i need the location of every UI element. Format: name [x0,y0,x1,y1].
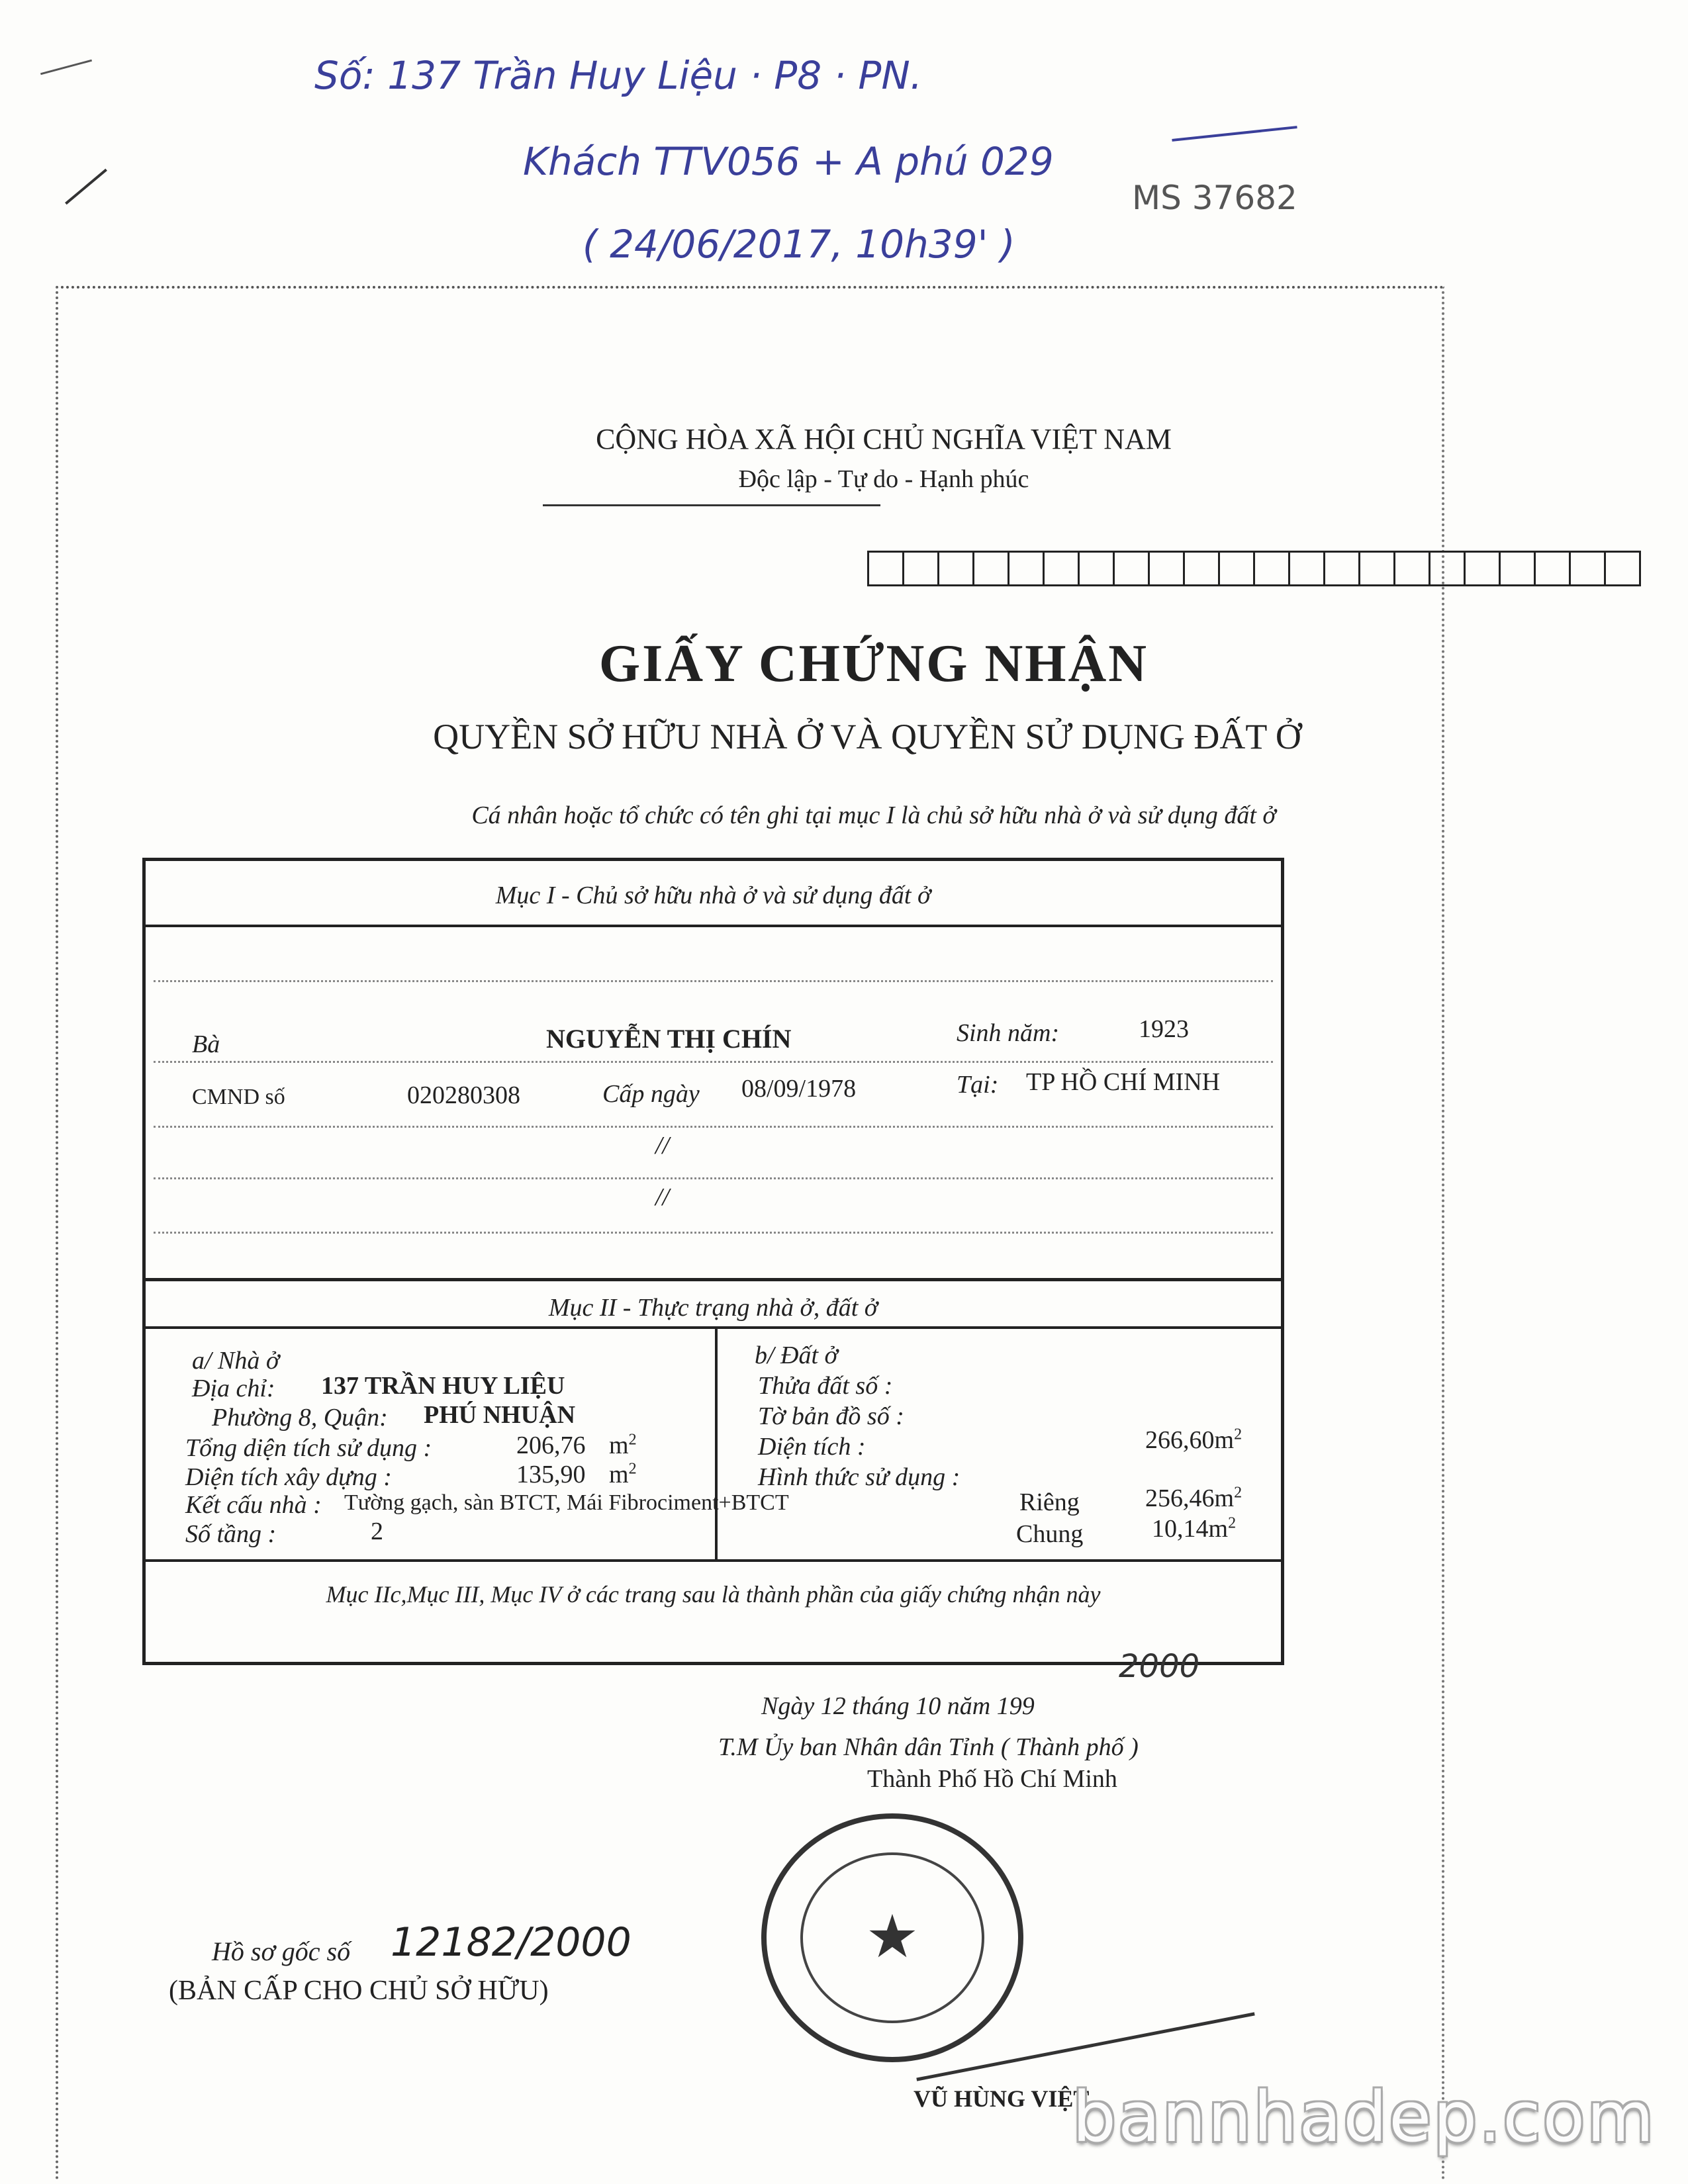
land-map-label: Tờ bản đồ số : [758,1402,904,1430]
section-2-heading: Mục II - Thực trạng nhà ở, đất ở [548,1294,878,1322]
handwritten-underline [1172,126,1297,142]
copy-holder-note: (BẢN CẤP CHO CHỦ SỞ HỮU) [169,1976,549,2006]
serial-number-boxes [867,551,1641,586]
house-structure: Tường gạch, sàn BTCT, Mái Fibrociment+BTCT [344,1490,789,1515]
house-ward-label: Phường 8, Quận: [212,1404,388,1432]
issuing-city: Thành Phố Hồ Chí Minh [867,1765,1117,1793]
owner-title-label: Bà [192,1030,220,1058]
signer-name: VŨ HÙNG VIỆT [914,2085,1090,2112]
birth-year: 1923 [1139,1015,1189,1043]
owner-name: NGUYỄN THỊ CHÍN [546,1024,792,1054]
section-2-heading-rule [146,1326,1281,1329]
land-shared-area: $10,14m^2$ [1152,1514,1237,1543]
archive-file-number: 12182/2000 [391,1919,632,1966]
certificate-subtitle: QUYỀN SỞ HỮU NHÀ Ở VÀ QUYỀN SỬ DỤNG ĐẤT Ở [433,717,1301,756]
house-build-area-unit: $m^2$ [609,1460,637,1488]
dotted-rule [154,1177,1273,1179]
handwritten-note-timestamp: ( 24/06/2017, 10h39' ) [583,222,1015,267]
house-address: 137 TRẦN HUY LIỆU [321,1372,565,1400]
land-private-label: Riêng [1019,1488,1080,1516]
section-2-table [142,1275,1284,1665]
house-heading: a/ Nhà ở [192,1347,280,1375]
land-heading: b/ Đất ở [755,1342,838,1369]
seal-star-icon: ★ [865,1905,919,1970]
margin-pencil-mark [65,169,107,205]
issue-date: Ngày 12 tháng 10 năm 199 [761,1692,1035,1720]
section-1-table [142,858,1284,1281]
section-1-heading-rule [146,925,1281,927]
house-address-label: Địa chỉ: [192,1375,275,1402]
blank-mark-1: // [655,1132,670,1160]
birth-year-label: Sinh năm: [957,1019,1060,1047]
issuing-authority: T.M Ủy ban Nhân dân Tỉnh ( Thành phố ) [718,1733,1139,1761]
dotted-rule [154,980,1273,982]
house-structure-label: Kết cấu nhà : [185,1491,322,1519]
house-total-area-unit: $m^2$ [609,1431,637,1459]
house-build-area-label: Diện tích xây dựng : [185,1463,392,1491]
official-seal [761,1813,1023,2062]
handwritten-note-client: Khách TTV056 + A phú 029 [523,139,1054,184]
seal-inner-ring [800,1852,984,2023]
id-issued-date: 08/09/1978 [741,1075,857,1103]
blank-mark-2: // [655,1183,670,1211]
house-floors: 2 [371,1518,383,1545]
id-label: CMND số [192,1085,285,1109]
land-private-area: $256,46m^2$ [1145,1484,1243,1512]
margin-pencil-mark-2 [40,60,92,75]
house-total-area: 206,76 [516,1432,586,1459]
house-build-area: 135,90 [516,1461,586,1488]
nation-header: CỘNG HÒA XÃ HỘI CHỦ NGHĨA VIỆT NAM [596,423,1172,455]
section-2-divider [715,1326,718,1559]
id-place-label: Tại: [957,1071,999,1099]
house-district: PHÚ NHUẬN [424,1401,576,1429]
site-watermark: bannhadep.com [1072,2077,1656,2158]
dotted-rule [154,1232,1273,1234]
section-2-footer: Mục IIc,Mục III, Mục IV ở các trang sau là thành phần của giấy chứng nhận này [326,1581,1101,1608]
handwritten-year: 2000 [1119,1648,1200,1685]
land-area: $266,60m^2$ [1145,1426,1243,1454]
dotted-rule [154,1126,1273,1128]
certificate-title: GIẤY CHỨNG NHẬN [598,635,1149,693]
id-number: 020280308 [407,1081,520,1109]
certificate-intro: Cá nhân hoặc tổ chức có tên ghi tại mục I là chủ sở hữu nhà ở và sử dụng đất ở [471,801,1276,829]
corner-code: MS 37682 [1132,179,1297,217]
id-issued-label: Cấp ngày [602,1080,700,1108]
section-1-heading: Mục I - Chủ sở hữu nhà ở và sử dụng đất ở [495,882,931,909]
motto-underline [543,504,880,506]
land-area-label: Diện tích : [758,1433,866,1461]
id-place: TP HỒ CHÍ MINH [1026,1068,1221,1096]
handwritten-note-address: Số: 137 Trần Huy Liệu · P8 · PN. [314,53,923,98]
land-plot-label: Thửa đất số : [758,1372,893,1400]
house-total-area-label: Tổng diện tích sử dụng : [185,1434,432,1462]
land-shared-label: Chung [1016,1520,1084,1548]
national-motto: Độc lập - Tự do - Hạnh phúc [738,465,1029,493]
section-2-footer-rule [146,1559,1281,1562]
dotted-rule [154,1061,1273,1063]
house-floors-label: Số tầng : [185,1520,277,1548]
land-usage-label: Hình thức sử dụng : [758,1463,961,1491]
archive-file-label: Hồ sơ gốc số [212,1936,351,1966]
